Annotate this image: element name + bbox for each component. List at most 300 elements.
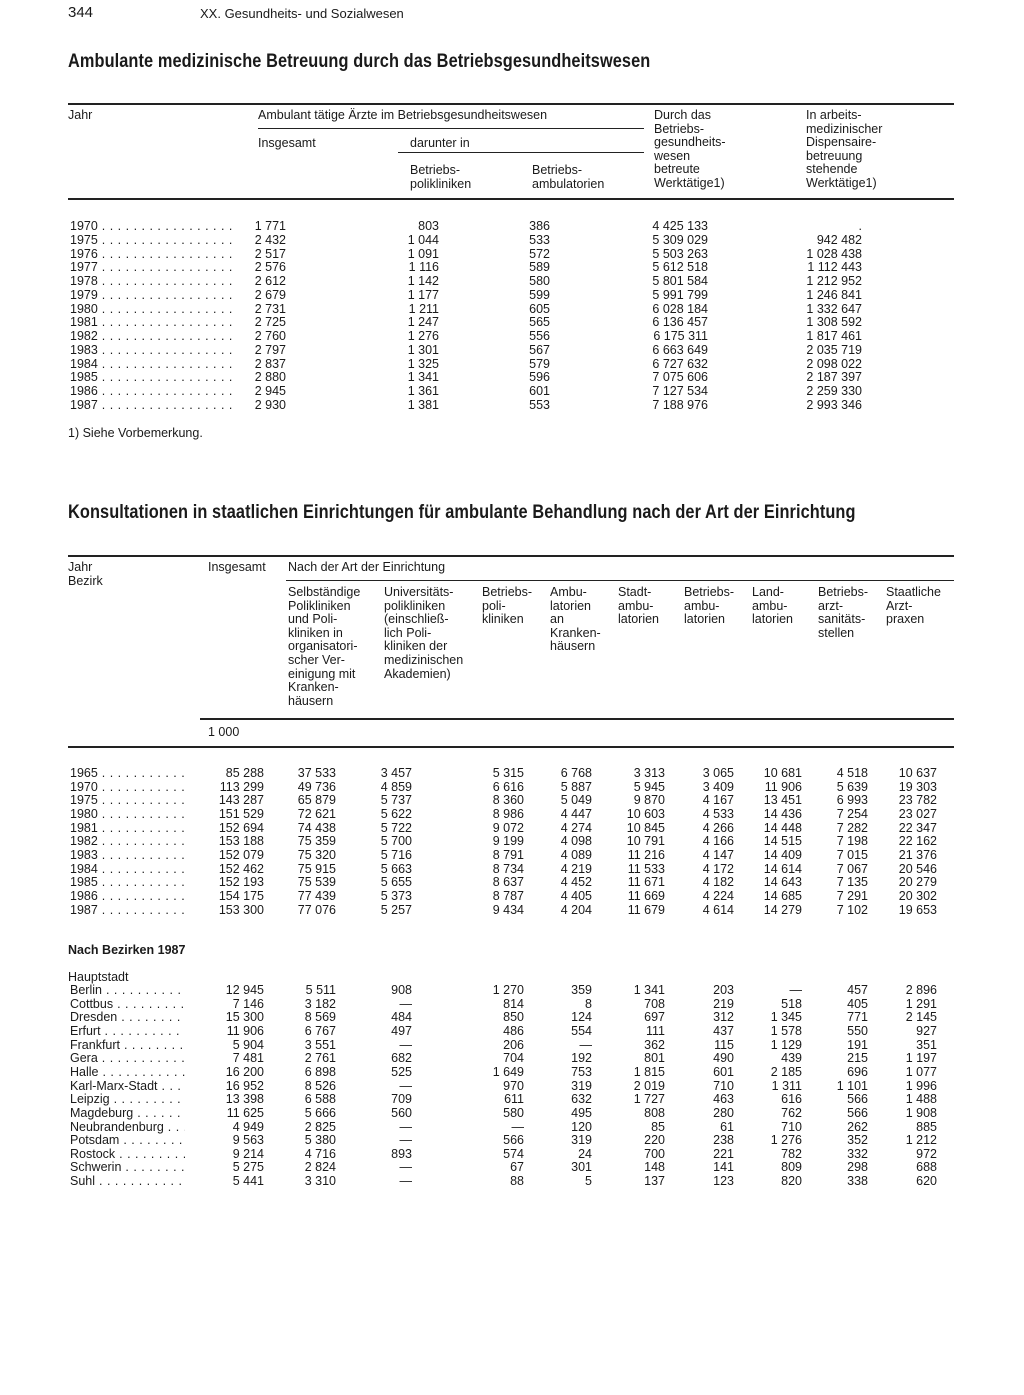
table-cell: 5 887 bbox=[560, 779, 592, 794]
table2-header-total: Insgesamt bbox=[208, 560, 266, 574]
table-cell: 19 303 bbox=[898, 779, 937, 794]
table-cell: 566 bbox=[847, 1105, 868, 1120]
table-cell: 75 359 bbox=[297, 834, 336, 849]
table-cell: — bbox=[399, 1160, 412, 1175]
table-cell: 5 441 bbox=[232, 1174, 264, 1189]
table2-row bbox=[0, 780, 1024, 794]
table-cell: 152 079 bbox=[218, 847, 264, 862]
table-cell: 152 462 bbox=[218, 861, 264, 876]
table-cell: 1 815 bbox=[633, 1064, 665, 1079]
table-cell: 10 637 bbox=[898, 766, 937, 780]
table-cell: 885 bbox=[916, 1119, 937, 1134]
bezirke-heading: Nach Bezirken 1987 bbox=[68, 943, 186, 957]
table2-row-label: 1970 . . . bbox=[70, 780, 185, 794]
table-cell: 153 188 bbox=[218, 834, 264, 849]
table2-header-unit: 1 000 bbox=[208, 725, 240, 739]
table2-col-header: Universitäts- polikliniken (einschließ- lich Poli- kliniken der medizinischen Akademien) bbox=[384, 585, 464, 681]
table-cell: 5 700 bbox=[380, 834, 412, 849]
table1-row bbox=[0, 370, 1024, 384]
table-cell: 616 bbox=[781, 1092, 802, 1107]
table-cell: 262 bbox=[847, 1119, 868, 1134]
table-cell: 5 904 bbox=[232, 1037, 264, 1052]
table-cell: 11 533 bbox=[627, 861, 665, 876]
table-cell: 85 288 bbox=[225, 766, 264, 780]
table-cell: 1 341 bbox=[633, 983, 665, 997]
table-cell: 762 bbox=[781, 1105, 802, 1120]
table-cell: 2 825 bbox=[304, 1119, 336, 1134]
table1-footnote: 1) Siehe Vorbemerkung. bbox=[68, 426, 203, 440]
table1-header-group: Ambulant tätige Ärzte im Betriebsgesundheitswesen bbox=[258, 108, 548, 122]
table-cell: 771 bbox=[847, 1010, 868, 1025]
table1-header-poli: Betriebs- polikliniken bbox=[410, 163, 472, 191]
table-cell: 7 015 bbox=[836, 847, 868, 862]
table-cell: 5 511 bbox=[305, 983, 336, 997]
table1-row bbox=[0, 315, 1024, 329]
table-cell: 4 182 bbox=[702, 875, 734, 890]
table-cell: 319 bbox=[571, 1078, 592, 1093]
table-cell: 809 bbox=[781, 1160, 802, 1175]
table-cell: 4 172 bbox=[702, 861, 734, 876]
table-cell: 9 434 bbox=[492, 902, 524, 917]
table2-row bbox=[0, 821, 1024, 835]
table-cell: 4 518 bbox=[836, 766, 868, 780]
table-cell: 3 065 bbox=[702, 766, 734, 780]
table1-header-ambu: Betriebs- ambulatorien bbox=[532, 163, 605, 191]
table-cell: 5 655 bbox=[380, 875, 412, 890]
table-cell: — bbox=[399, 996, 412, 1011]
table-cell: 75 539 bbox=[297, 875, 336, 890]
table1-header-darunter: darunter in bbox=[410, 136, 470, 150]
table-cell: 8 526 bbox=[304, 1078, 336, 1093]
table-cell: 5 639 bbox=[836, 779, 868, 794]
table-cell: 1 077 bbox=[905, 1064, 937, 1079]
table-cell: 4 224 bbox=[702, 888, 734, 903]
table-cell: 4 098 bbox=[560, 834, 592, 849]
table-cell: 611 bbox=[504, 1092, 524, 1107]
table-cell: 1 332 647 bbox=[806, 301, 862, 316]
table-cell: 2 187 397 bbox=[806, 370, 862, 385]
table-cell: 4 147 bbox=[702, 847, 734, 862]
table-cell: 580 bbox=[529, 274, 550, 288]
table-cell: 6 175 311 bbox=[653, 329, 708, 343]
table-cell: 1 129 bbox=[770, 1037, 802, 1052]
table-cell: — bbox=[399, 1133, 412, 1148]
table-cell: 2 259 330 bbox=[806, 384, 862, 398]
table-cell: 75 320 bbox=[297, 847, 336, 862]
table2-bezirk-row bbox=[0, 1010, 1024, 1024]
table-cell: 1 247 bbox=[407, 315, 439, 330]
table-cell: — bbox=[399, 1078, 412, 1093]
table2-row-label: 1987 . . . bbox=[70, 903, 185, 917]
table-cell: 682 bbox=[391, 1051, 412, 1066]
table2-bezirk-row bbox=[0, 1051, 1024, 1065]
table-cell: 7 146 bbox=[232, 996, 264, 1011]
table-cell: 2 098 022 bbox=[806, 356, 862, 371]
table1-row bbox=[0, 233, 1024, 247]
table-cell: 3 551 bbox=[304, 1037, 336, 1052]
table-cell: 574 bbox=[503, 1146, 524, 1161]
table-cell: 332 bbox=[847, 1146, 868, 1161]
table-cell: 525 bbox=[391, 1064, 412, 1079]
table-cell: 88 bbox=[510, 1174, 524, 1189]
table2-row-label: 1982 . . . bbox=[70, 834, 185, 848]
table-cell: 4 166 bbox=[702, 834, 734, 849]
table-cell: 2 019 bbox=[633, 1078, 665, 1093]
table2-col-header: Betriebs- arzt- sanitäts- stellen bbox=[818, 585, 869, 640]
table-cell: — bbox=[789, 983, 802, 997]
table-cell: 6 768 bbox=[560, 766, 592, 780]
table-cell: 1 345 bbox=[770, 1010, 802, 1025]
table-cell: 4 452 bbox=[560, 875, 592, 890]
table-cell: 1 301 bbox=[407, 342, 439, 357]
table-cell: 2 797 bbox=[254, 342, 286, 357]
table-cell: 152 694 bbox=[218, 820, 264, 835]
table-cell: 11 679 bbox=[627, 902, 665, 917]
table-cell: 386 bbox=[529, 219, 550, 233]
table-cell: 2 945 bbox=[254, 384, 286, 398]
table-cell: 490 bbox=[713, 1051, 734, 1066]
table-cell: 599 bbox=[529, 287, 550, 302]
table2-col-header: Selbständige Polikliniken und Poli- kliniken in organisatori- scher Ver- einigung mit Kranken- häusern bbox=[288, 585, 361, 708]
table-cell: 3 310 bbox=[304, 1174, 336, 1189]
table-cell: 5 622 bbox=[380, 806, 412, 821]
table2-row bbox=[0, 793, 1024, 807]
table-cell: 6 028 184 bbox=[652, 301, 708, 316]
table-cell: 942 482 bbox=[816, 232, 862, 247]
table-cell: 457 bbox=[847, 983, 868, 997]
table-cell: 708 bbox=[644, 996, 665, 1011]
table-cell: 6 767 bbox=[304, 1023, 336, 1038]
table-cell: 10 845 bbox=[626, 820, 665, 835]
table-cell: 808 bbox=[644, 1105, 665, 1120]
table-cell: 14 409 bbox=[763, 847, 802, 862]
table2-bezirk-row bbox=[0, 1120, 1024, 1134]
table-cell: 115 bbox=[714, 1037, 734, 1052]
table-cell: 6 993 bbox=[836, 793, 868, 808]
table-cell: 1 211 bbox=[408, 301, 439, 316]
table-cell: 2 760 bbox=[254, 329, 286, 343]
table-cell: 37 533 bbox=[297, 766, 336, 780]
table2-row-label: 1980 . . . bbox=[70, 807, 185, 821]
table-cell: 7 291 bbox=[836, 888, 868, 903]
table2-row bbox=[0, 889, 1024, 903]
table-cell: 2 896 bbox=[905, 983, 937, 997]
table-cell: 601 bbox=[713, 1064, 734, 1079]
table-cell: 11 906 bbox=[226, 1023, 264, 1038]
table-cell: 2 035 719 bbox=[806, 342, 862, 357]
table-cell: 565 bbox=[529, 315, 550, 330]
table-cell: 1 996 bbox=[905, 1078, 937, 1093]
table2-bezirk-row-label: Gera . . . bbox=[70, 1051, 185, 1065]
table-cell: 908 bbox=[391, 983, 412, 997]
table-cell: 19 653 bbox=[898, 902, 937, 917]
table-cell: 5 380 bbox=[304, 1133, 336, 1148]
table1-row bbox=[0, 288, 1024, 302]
table1-row-label: 1985 . . . bbox=[70, 370, 235, 384]
table-cell: 24 bbox=[578, 1146, 592, 1161]
table-cell: 1 325 bbox=[407, 356, 439, 371]
table2-row bbox=[0, 807, 1024, 821]
table-cell: 1 116 bbox=[408, 260, 439, 275]
table-cell: 572 bbox=[529, 246, 550, 261]
table-cell: . bbox=[858, 219, 862, 233]
table-cell: 1 212 bbox=[905, 1133, 937, 1148]
table-cell: 1 142 bbox=[407, 274, 439, 288]
table-cell: 5 801 584 bbox=[652, 274, 708, 288]
table-cell: 85 bbox=[651, 1119, 665, 1134]
table-cell: 533 bbox=[529, 232, 550, 247]
table-cell: 65 879 bbox=[297, 793, 336, 808]
table-cell: 2 432 bbox=[254, 232, 286, 247]
table1-row-label: 1976 . . . bbox=[70, 247, 235, 261]
table2-row-label: 1985 . . . bbox=[70, 875, 185, 889]
table2-row-label: 1986 . . . bbox=[70, 889, 185, 903]
table-cell: 238 bbox=[713, 1133, 734, 1148]
table2-bezirk-row-label: Suhl . . . bbox=[70, 1174, 185, 1188]
table1-row-label: 1986 . . . bbox=[70, 384, 235, 398]
table-cell: 601 bbox=[529, 384, 550, 398]
table-cell: 10 791 bbox=[626, 834, 665, 849]
table-cell: 814 bbox=[503, 996, 524, 1011]
table-cell: 696 bbox=[847, 1064, 868, 1079]
table-cell: 589 bbox=[529, 260, 550, 275]
table-cell: 566 bbox=[503, 1133, 524, 1148]
table-cell: 4 425 133 bbox=[652, 219, 708, 233]
table-cell: 1 817 461 bbox=[806, 329, 862, 343]
table-cell: 141 bbox=[713, 1160, 734, 1175]
table-cell: 2 612 bbox=[254, 274, 286, 288]
table2-row-label: 1981 . . . bbox=[70, 821, 185, 835]
table-cell: 553 bbox=[529, 397, 550, 412]
table-cell: 497 bbox=[391, 1023, 412, 1038]
table-cell: 1 044 bbox=[407, 232, 439, 247]
table-cell: — bbox=[579, 1037, 592, 1052]
table-cell: 463 bbox=[713, 1092, 734, 1107]
table2-row bbox=[0, 862, 1024, 876]
table-cell: 632 bbox=[571, 1092, 592, 1107]
table-cell: 22 347 bbox=[898, 820, 937, 835]
table-cell: 5 275 bbox=[232, 1160, 264, 1175]
table-cell: 61 bbox=[720, 1119, 734, 1134]
table2-row-label: 1984 . . . bbox=[70, 862, 185, 876]
table-cell: 13 451 bbox=[763, 793, 802, 808]
table-cell: 7 254 bbox=[836, 806, 868, 821]
table-cell: 5 315 bbox=[492, 766, 524, 780]
table2-bezirk-row bbox=[0, 1106, 1024, 1120]
table-cell: 2 930 bbox=[254, 397, 286, 412]
table1-row-label: 1981 . . . bbox=[70, 315, 235, 329]
table2-row-label: 1975 . . . bbox=[70, 793, 185, 807]
table-cell: 605 bbox=[529, 301, 550, 316]
table-cell: 1 308 592 bbox=[806, 315, 862, 330]
table-cell: 5 991 799 bbox=[652, 287, 708, 302]
table-cell: 567 bbox=[529, 342, 550, 357]
table-cell: 5 716 bbox=[380, 847, 412, 862]
table-cell: 700 bbox=[644, 1146, 665, 1161]
table-cell: 9 199 bbox=[492, 834, 524, 849]
table-cell: 710 bbox=[713, 1078, 734, 1093]
table1-darunter-rule bbox=[398, 152, 644, 153]
table-cell: 6 898 bbox=[304, 1064, 336, 1079]
table1-row-label: 1978 . . . bbox=[70, 274, 235, 288]
table-cell: 14 614 bbox=[763, 861, 802, 876]
table-cell: 5 309 029 bbox=[652, 232, 708, 247]
table-cell: 5 945 bbox=[633, 779, 665, 794]
table1-row-label: 1977 . . . bbox=[70, 260, 235, 274]
table-cell: 1 908 bbox=[905, 1105, 937, 1120]
table-cell: 1 488 bbox=[905, 1092, 937, 1107]
table2-row-label: 1965 . . . bbox=[70, 766, 185, 780]
table1-row bbox=[0, 384, 1024, 398]
table-cell: 3 409 bbox=[702, 779, 734, 794]
table2-col-header: Ambu- latorien an Kranken- häusern bbox=[550, 585, 601, 654]
table-cell: 486 bbox=[503, 1023, 524, 1038]
table-cell: — bbox=[511, 1119, 524, 1134]
table-cell: 1 727 bbox=[633, 1092, 665, 1107]
table-cell: 6 663 649 bbox=[652, 342, 708, 357]
table1-header-dispensaire: In arbeits- medizinischer Dispensaire- betreuung stehende Werktätige1) bbox=[806, 108, 883, 190]
table-cell: 215 bbox=[847, 1051, 868, 1066]
table-cell: 596 bbox=[529, 370, 550, 385]
table1-row bbox=[0, 398, 1024, 412]
table1-title: Ambulante medizinische Betreuung durch das Betriebsgesundheitswesen bbox=[68, 51, 651, 72]
table-cell: 1 197 bbox=[905, 1051, 937, 1066]
table-cell: 5 503 263 bbox=[652, 246, 708, 261]
table2-title: Konsultationen in staatlichen Einrichtungen für ambulante Behandlung nach der Art der Einrichtung bbox=[68, 502, 856, 523]
table2-col-header: Land- ambu- latorien bbox=[752, 585, 793, 627]
table-cell: 753 bbox=[571, 1064, 592, 1079]
table-cell: 14 448 bbox=[763, 820, 802, 835]
table-cell: 1 091 bbox=[407, 246, 439, 261]
table-cell: 74 438 bbox=[297, 820, 336, 835]
table-cell: 12 945 bbox=[225, 983, 264, 997]
table1-row-label: 1970 . . . bbox=[70, 219, 235, 233]
table-cell: 566 bbox=[847, 1092, 868, 1107]
table-cell: 298 bbox=[847, 1160, 868, 1175]
table2-row-label: 1983 . . . bbox=[70, 848, 185, 862]
table2-bezirk-row bbox=[0, 1065, 1024, 1079]
table-cell: 8 787 bbox=[492, 888, 524, 903]
table-cell: — bbox=[399, 1174, 412, 1189]
table-cell: 220 bbox=[644, 1133, 665, 1148]
table-cell: 7 102 bbox=[836, 902, 868, 917]
table2-header-year: Jahr Bezirk bbox=[68, 560, 103, 588]
table-cell: 1 270 bbox=[492, 983, 524, 997]
table-cell: 7 282 bbox=[836, 820, 868, 835]
table2-bezirk-row-label: Dresden . . . bbox=[70, 1010, 185, 1024]
table-cell: 4 614 bbox=[702, 902, 734, 917]
table-cell: 352 bbox=[847, 1133, 868, 1148]
table-cell: 8 637 bbox=[492, 875, 524, 890]
table-cell: 495 bbox=[571, 1105, 592, 1120]
table-cell: 8 569 bbox=[304, 1010, 336, 1025]
table-cell: 280 bbox=[713, 1105, 734, 1120]
table1-row-label: 1980 . . . bbox=[70, 302, 235, 316]
table-cell: 20 279 bbox=[898, 875, 937, 890]
table-cell: 4 949 bbox=[232, 1119, 264, 1134]
table-cell: 15 300 bbox=[225, 1010, 264, 1025]
table-cell: 20 546 bbox=[898, 861, 937, 876]
table-cell: 124 bbox=[571, 1010, 592, 1025]
table-cell: 154 175 bbox=[218, 888, 264, 903]
table2-bezirk-row bbox=[0, 1038, 1024, 1052]
table-cell: 3 457 bbox=[380, 766, 412, 780]
table-cell: 192 bbox=[571, 1051, 592, 1066]
table2-bezirk-row-label: Schwerin . . . bbox=[70, 1160, 185, 1174]
table-cell: 2 993 346 bbox=[806, 397, 862, 412]
table2-bezirk-row-label: Rostock . . . bbox=[70, 1147, 185, 1161]
table-cell: 14 436 bbox=[763, 806, 802, 821]
table2-bezirk-row bbox=[0, 1133, 1024, 1147]
table2-row bbox=[0, 834, 1024, 848]
table-cell: 6 727 632 bbox=[652, 356, 708, 371]
table-cell: 137 bbox=[644, 1174, 665, 1189]
table2-col-header: Staatliche Arzt- praxen bbox=[886, 585, 941, 627]
section-title: XX. Gesundheits- und Sozialwesen bbox=[200, 6, 404, 21]
table1-row-label: 1979 . . . bbox=[70, 288, 235, 302]
table-cell: 1 578 bbox=[770, 1023, 802, 1038]
table-cell: 5 666 bbox=[304, 1105, 336, 1120]
table-cell: 7 075 606 bbox=[652, 370, 708, 385]
table-cell: 123 bbox=[713, 1174, 734, 1189]
table-cell: 1 381 bbox=[407, 397, 439, 412]
table2-bezirk-row bbox=[0, 1174, 1024, 1188]
table1-row bbox=[0, 219, 1024, 233]
table2-bezirk-row bbox=[0, 1147, 1024, 1161]
table1-head-bottom-rule bbox=[68, 198, 954, 200]
table-cell: 219 bbox=[713, 996, 734, 1011]
table2-col-header: Betriebs- poli- kliniken bbox=[482, 585, 533, 627]
table-cell: 850 bbox=[503, 1010, 524, 1025]
table-cell: 7 135 bbox=[836, 875, 868, 890]
table2-bezirk-row bbox=[0, 1079, 1024, 1093]
table-cell: 5 722 bbox=[380, 820, 412, 835]
table-cell: 554 bbox=[571, 1023, 592, 1038]
table-cell: 484 bbox=[391, 1010, 412, 1025]
table-cell: 111 bbox=[645, 1023, 665, 1038]
table-cell: 16 200 bbox=[225, 1064, 264, 1079]
table-cell: 709 bbox=[391, 1092, 412, 1107]
table-cell: 1 311 bbox=[771, 1078, 802, 1093]
table-cell: 23 027 bbox=[898, 806, 937, 821]
table2-group-rule bbox=[286, 580, 954, 581]
table-cell: 970 bbox=[503, 1078, 524, 1093]
table-cell: 2 837 bbox=[254, 356, 286, 371]
table-cell: 11 625 bbox=[226, 1105, 264, 1120]
table-cell: 518 bbox=[781, 996, 802, 1011]
table-cell: 1 771 bbox=[254, 219, 286, 233]
table-cell: 113 299 bbox=[219, 779, 264, 794]
table-cell: 4 274 bbox=[560, 820, 592, 835]
table-cell: 1 212 952 bbox=[806, 274, 862, 288]
table-cell: 697 bbox=[644, 1010, 665, 1025]
table-cell: 120 bbox=[571, 1119, 592, 1134]
table-cell: 11 906 bbox=[764, 779, 802, 794]
table2-unit-rule bbox=[200, 718, 954, 720]
table-cell: 1 649 bbox=[492, 1064, 524, 1079]
table2-bezirk-row-label: Cottbus . . . bbox=[70, 997, 185, 1011]
table-cell: 556 bbox=[529, 329, 550, 343]
table1-header-year: Jahr bbox=[68, 108, 93, 122]
table2-bezirk-row-label: Erfurt . . . bbox=[70, 1024, 185, 1038]
table-cell: 14 279 bbox=[763, 902, 802, 917]
table2-top-rule bbox=[68, 555, 954, 557]
table2-bezirk-row bbox=[0, 1160, 1024, 1174]
table-cell: 927 bbox=[916, 1023, 937, 1038]
table-cell: 820 bbox=[781, 1174, 802, 1189]
table-cell: 9 870 bbox=[633, 793, 665, 808]
table1-top-rule bbox=[68, 103, 954, 105]
